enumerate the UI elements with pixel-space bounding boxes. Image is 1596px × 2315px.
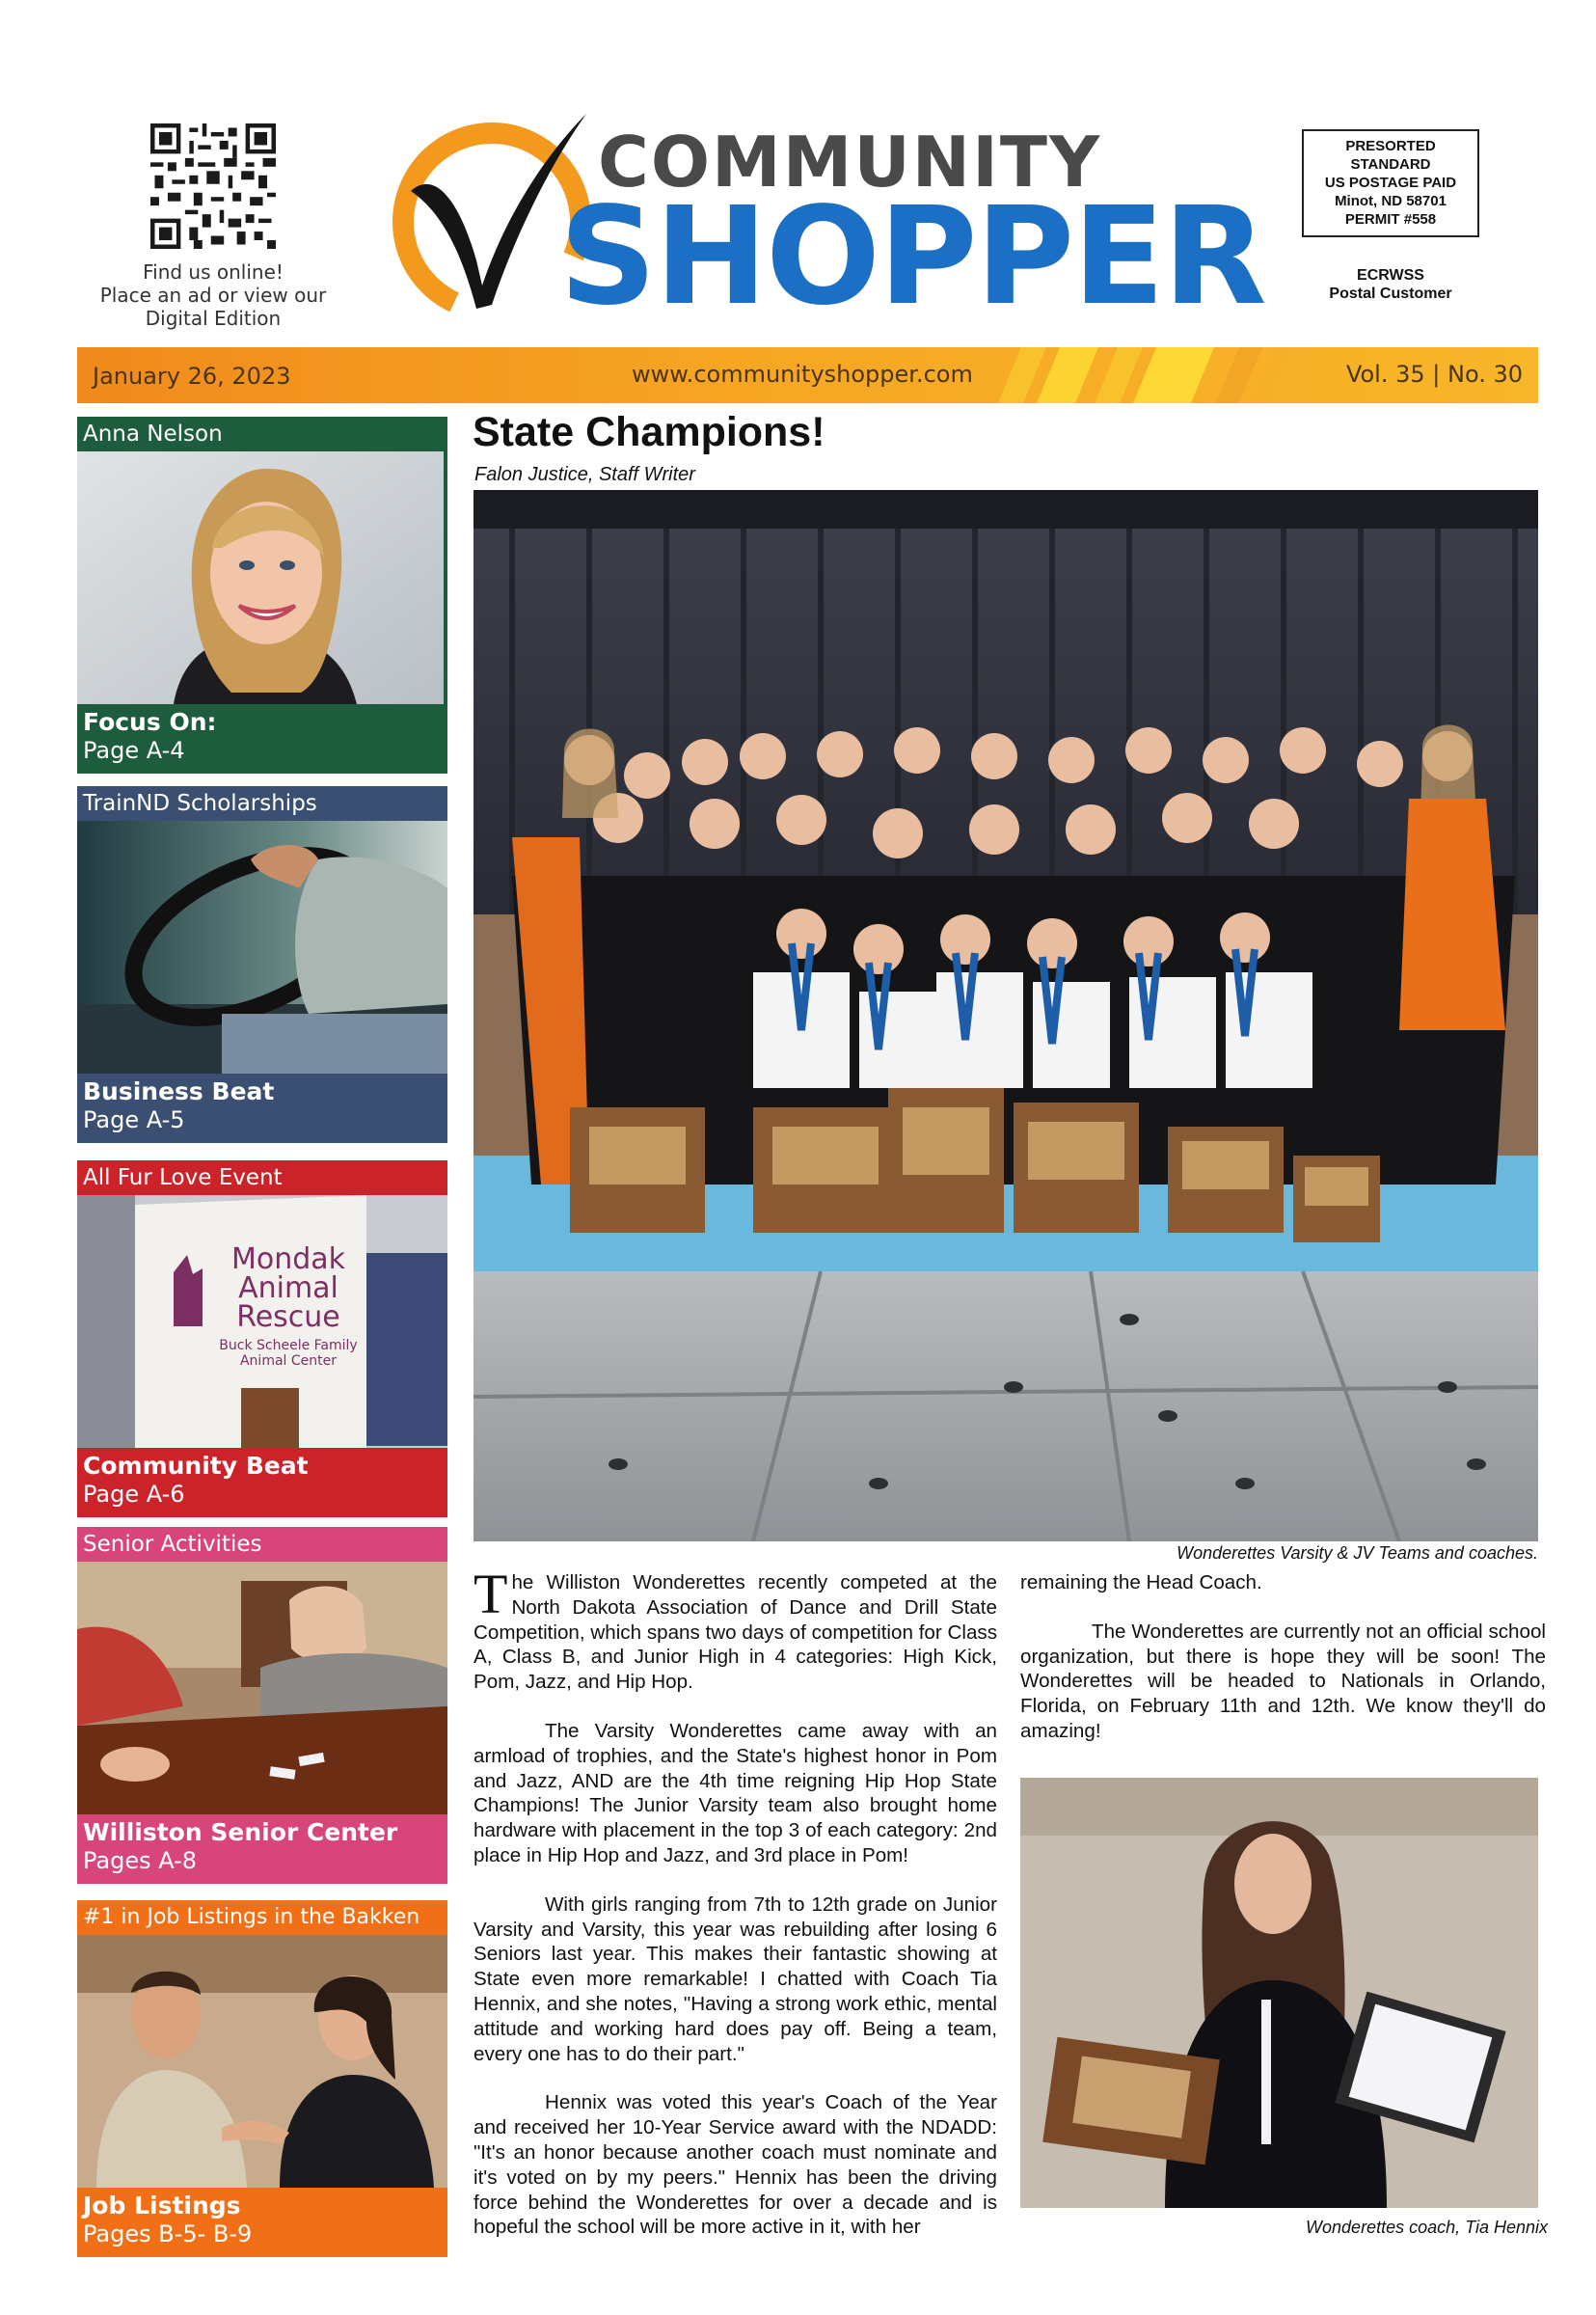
sidebar-card-header: TrainND Scholarships xyxy=(77,786,447,821)
sidebar-card-title: Focus On: xyxy=(83,708,217,736)
sidebar-card-header: #1 in Job Listings in the Bakken xyxy=(77,1900,447,1935)
sidebar-card-header: Anna Nelson xyxy=(77,417,447,451)
sidebar-card-page: Pages B-5- B-9 xyxy=(83,2220,253,2247)
article-paragraph: With girls ranging from 7th to 12th grade on Junior Varsity and Varsity, this year was rebuilding after losing 6 Seniors last year. This makes their fantastic showing at State even more remarkable! I chatted with Coach Tia Hennix, and she notes, "Having a strong work ethic, mental attitude and working hard does pay off. Being a team, every one has to do their part." xyxy=(473,1893,997,2065)
postage-line: Minot, ND 58701 xyxy=(1335,193,1447,209)
postage-line: US POSTAGE PAID xyxy=(1324,175,1457,191)
postage-line: PERMIT #558 xyxy=(1344,211,1437,228)
drop-cap: T xyxy=(473,1563,508,1625)
sidebar-card-focus-on[interactable] xyxy=(77,417,447,774)
date-band xyxy=(77,347,1538,403)
postage-line: STANDARD xyxy=(1350,156,1431,173)
article-paragraph xyxy=(473,1563,997,1695)
anna-nelson-photo xyxy=(77,451,447,704)
sidebar-card-title: Business Beat xyxy=(83,1077,275,1105)
team-photo-caption: Wonderettes Varsity & JV Teams and coaches. xyxy=(1177,1543,1538,1563)
qr-caption-line: Place an ad or view our xyxy=(99,284,327,307)
sidebar-card-header: Senior Activities xyxy=(77,1527,447,1562)
article-column-right xyxy=(1020,1570,1546,1768)
website-link[interactable]: www.communityshopper.com xyxy=(632,361,973,388)
sidebar-card-footer xyxy=(77,704,447,774)
seniors-dominoes-photo xyxy=(77,1562,447,1814)
sidebar-card-footer xyxy=(77,1814,447,1884)
sidebar-card-footer xyxy=(77,1448,447,1517)
sidebar-card-footer xyxy=(77,2188,447,2257)
sidebar-card-job-listings[interactable] xyxy=(77,1900,447,2257)
logo-shopper-text: SHOPPER xyxy=(559,178,1265,336)
article-paragraph: The Varsity Wonderettes came away with an armload of trophies, and the State's highest honor in Pom and Jazz, AND are the 4th time reigning Hip Hop State Champions! The Junior Varsity team also brought home hardware with placement in the top 3 of each category: 2nd place in Hip Hop and Jazz, and 3rd place in Pom! xyxy=(473,1719,997,1866)
ecrwss-line: ECRWSS xyxy=(1357,267,1424,284)
article-paragraph-text: he Williston Wonderettes recently competed at the North Dakota Association of Dance and Drill State Competition, which spans two days of competition for Class A, Class B, and Junior High in 4 categories: High Kick, Pom, Jazz, and Hip Hop. xyxy=(473,1571,997,1694)
handshake-illustration xyxy=(77,1935,447,2188)
sidebar-card-title: Community Beat xyxy=(83,1452,309,1480)
rescue-sign-line: Rescue xyxy=(236,1300,340,1334)
coach-photo-illustration xyxy=(1020,1778,1538,2208)
rescue-sign-line: Buck Scheele Family xyxy=(219,1338,358,1353)
sidebar-card-page: Pages A-8 xyxy=(83,1847,198,1874)
sidebar-card-senior-center[interactable] xyxy=(77,1527,447,1884)
qr-code-block xyxy=(93,123,334,330)
issue-date: January 26, 2023 xyxy=(93,363,291,390)
team-photo-illustration xyxy=(473,490,1538,1541)
rescue-sign-line: Animal Center xyxy=(239,1353,338,1369)
volume-number: Vol. 35 | No. 30 xyxy=(1345,361,1523,388)
qr-caption-line: Digital Edition xyxy=(145,307,282,330)
sidebar-card-title: Williston Senior Center xyxy=(83,1818,398,1846)
community-shopper-logo[interactable] xyxy=(384,106,1265,338)
portrait-illustration xyxy=(77,451,447,704)
job-interview-photo xyxy=(77,1935,447,2188)
sidebar-card-title: Job Listings xyxy=(83,2192,241,2220)
sidebar-card-page: Page A-4 xyxy=(83,737,185,764)
rescue-sign-line: Animal xyxy=(238,1271,338,1305)
logo-community-text: COMMUNITY xyxy=(598,122,1102,203)
truck-driver-photo xyxy=(77,821,447,1074)
article-column-left xyxy=(473,1563,997,2264)
sidebar-card-page: Page A-5 xyxy=(83,1106,185,1133)
article-paragraph: remaining the Head Coach. xyxy=(1020,1571,1262,1593)
seniors-illustration xyxy=(77,1562,447,1814)
rescue-sign-line: Mondak xyxy=(230,1242,346,1276)
ecrwss-label xyxy=(1283,266,1499,303)
ecrwss-line: Postal Customer xyxy=(1329,286,1452,302)
postage-indicia xyxy=(1302,129,1479,237)
sidebar-card-business-beat[interactable] xyxy=(77,786,447,1143)
article-paragraph: Hennix was voted this year's Coach of the Year and received her 10-Year Service award with the NDADD: "It's an honor because another coach must nominate and it's voted on by my peers." Hennix has been the driving force behind the Wonderettes for over a decade and is hopeful the school will be more active in it, with her xyxy=(473,2091,997,2239)
postage-line: PRESORTED xyxy=(1345,138,1436,154)
article-headline: State Champions! xyxy=(473,409,825,455)
coach-photo xyxy=(1020,1778,1538,2208)
sidebar-card-footer xyxy=(77,1074,447,1143)
coach-photo-caption: Wonderettes coach, Tia Hennix xyxy=(1306,2218,1548,2237)
qr-caption-line: Find us online! xyxy=(143,260,284,284)
animal-rescue-photo xyxy=(77,1195,447,1448)
steering-wheel-illustration xyxy=(77,821,447,1074)
article-byline: Falon Justice, Staff Writer xyxy=(474,464,695,485)
sidebar-card-header: All Fur Love Event xyxy=(77,1160,447,1195)
team-photo xyxy=(473,490,1538,1541)
article-paragraph: The Wonderettes are currently not an official school organization, but there is hope they will be soon! The Wonderettes will be headed to Nationals in Orlando, Florida, on February 11th and 12th. We know they'll do amazing! xyxy=(1020,1620,1546,1742)
sidebar-card-community-beat[interactable] xyxy=(77,1160,447,1517)
rescue-sign-text xyxy=(197,1242,380,1369)
sidebar-card-page: Page A-6 xyxy=(83,1481,185,1508)
qr-code-icon[interactable] xyxy=(150,123,276,249)
